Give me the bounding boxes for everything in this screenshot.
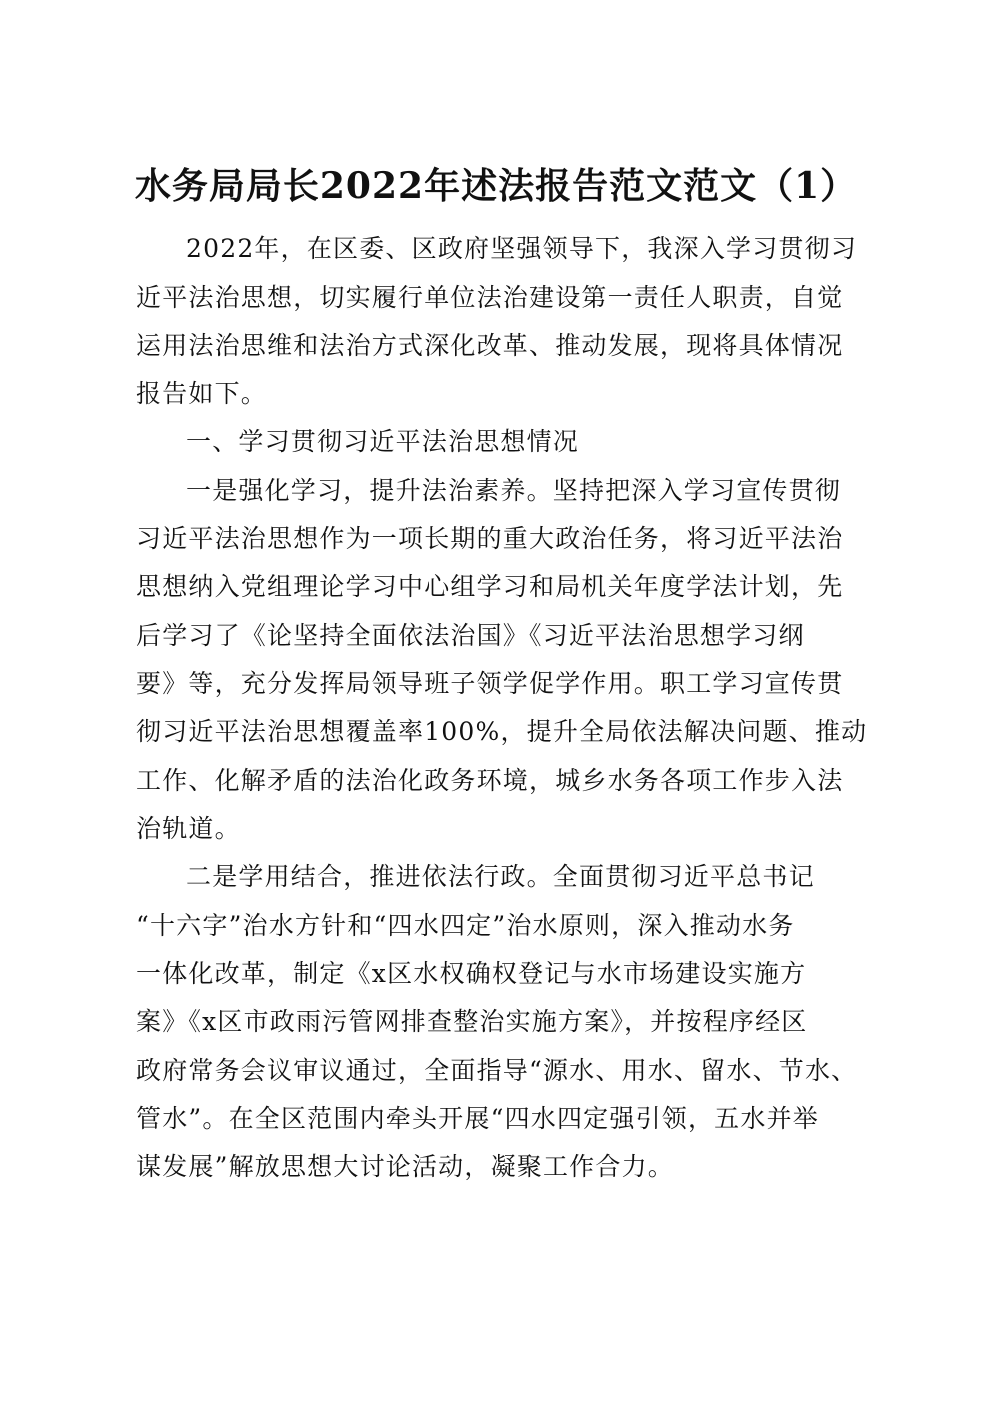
paragraph-line: 谋发展”解放思想大讨论活动，凝聚工作合力。 <box>136 1152 674 1181</box>
paragraph-line: 二是学用结合，推进依法行政。全面贯彻习近平总书记 <box>186 862 815 891</box>
paragraph-line: 管水”。在全区范围内牵头开展“四水四定强引领，五水并举 <box>136 1104 819 1133</box>
paragraph-line: 案》《x区市政雨污管网排查整治实施方案》，并按程序经区 <box>136 1007 808 1036</box>
document-title: 水务局局长2022年述法报告范文范文（1） <box>134 165 858 207</box>
paragraph-line: 2022年，在区委、区政府坚强领导下，我深入学习贯彻习 <box>186 234 858 263</box>
paragraph-line: 近平法治思想，切实履行单位法治建设第一责任人职责，自觉 <box>136 283 844 312</box>
paragraph-line: “十六字”治水方针和“四水四定”治水原则，深入推动水务 <box>136 911 795 940</box>
paragraph-line: 工作、化解矛盾的法治化政务环境，城乡水务各项工作步入法 <box>136 766 844 795</box>
paragraph-line: 一体化改革，制定《x区水权确权登记与水市场建设实施方 <box>136 959 807 988</box>
paragraph-line: 政府常务会议审议通过，全面指导“源水、用水、留水、节水、 <box>136 1056 858 1085</box>
paragraph-line: 运用法治思维和法治方式深化改革、推动发展，现将具体情况 <box>136 331 844 360</box>
paragraph-line: 习近平法治思想作为一项长期的重大政治任务，将习近平法治 <box>136 524 844 553</box>
paragraph-line: 报告如下。 <box>136 379 268 408</box>
paragraph-line: 一是强化学习，提升法治素养。坚持把深入学习宣传贯彻 <box>186 476 842 505</box>
paragraph-line: 要》等，充分发挥局领导班子领学促学作用。职工学习宣传贯 <box>136 669 844 698</box>
paragraph-line: 彻习近平法治思想覆盖率100%，提升全局依法解决问题、推动 <box>136 717 868 746</box>
paragraph-line: 思想纳入党组理论学习中心组学习和局机关年度学法计划，先 <box>136 572 844 601</box>
paragraph-line: 后学习了《论坚持全面依法治国》《习近平法治思想学习纲 <box>136 621 805 650</box>
paragraph-line: 治轨道。 <box>136 814 241 843</box>
section-heading: 一、学习贯彻习近平法治思想情况 <box>186 427 580 456</box>
